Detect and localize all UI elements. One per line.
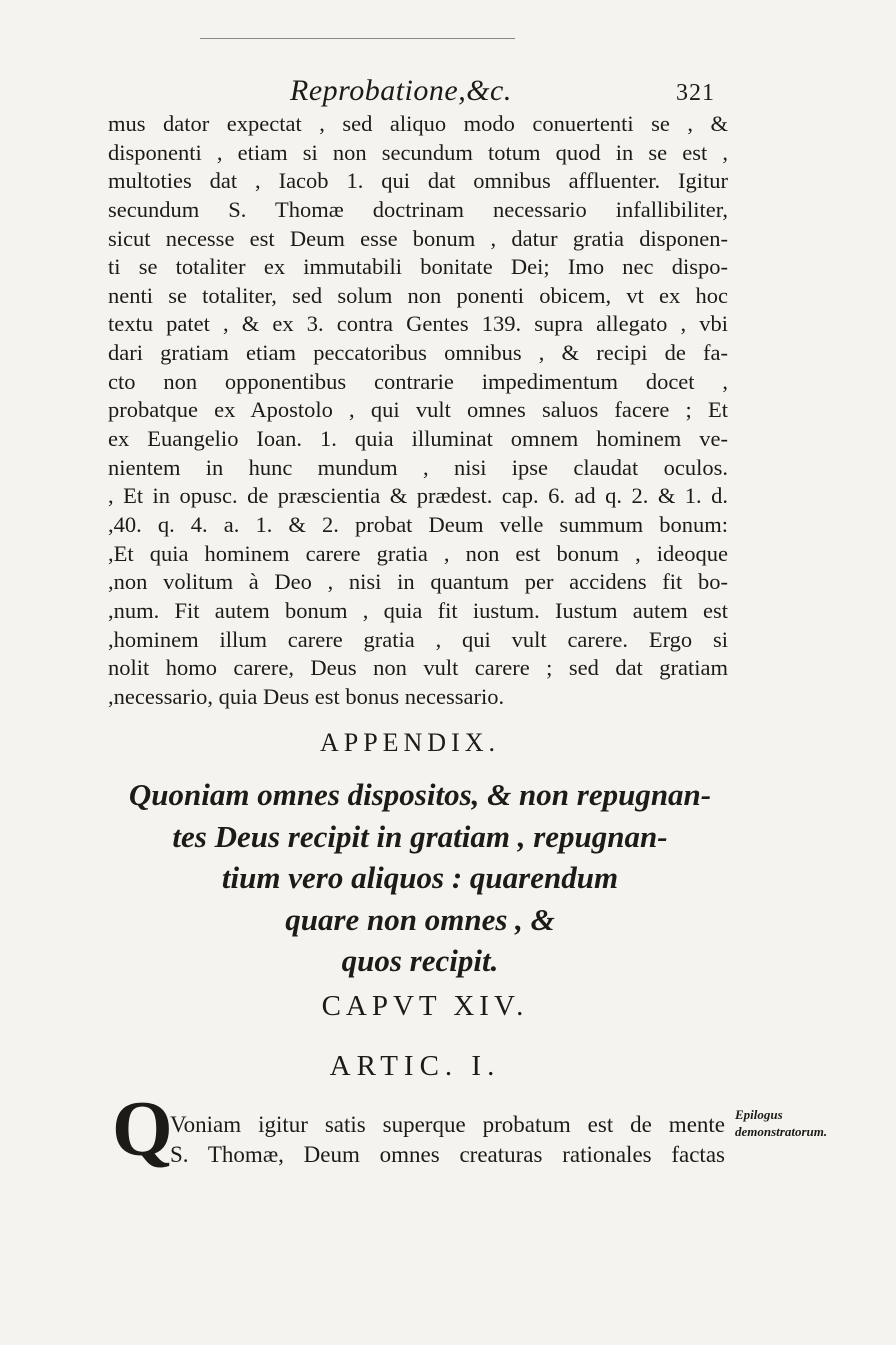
text-line: mus dator expectat , sed aliquo modo conuertenti se , & [108, 111, 728, 136]
text-line: cto non opponentibus contrarie impedimentum docet , [108, 368, 728, 394]
drop-cap: Q [112, 1085, 173, 1172]
margin-note: Epilogus demonstratorum. [735, 1107, 828, 1139]
text-line: , Et in opusc. de præscientia & prædest. cap. 6. ad q. 2. & 1. d. [108, 483, 728, 509]
text-line: ,necessario, quia Deus est bonus necessario. [108, 683, 505, 709]
text-line: probatque ex Apostolo , qui vult omnes saluos facere ; Et [108, 397, 728, 423]
title-line: quos recipit. [341, 943, 499, 978]
title-line: tium vero aliquos : quarendum [221, 860, 619, 895]
text-line: multoties dat , Iacob 1. qui dat omnibus affluenter. Igitur [108, 168, 728, 194]
page-number: 321 [676, 80, 715, 106]
text-line: nolit homo carere, Deus non vult carere ; sed dat gratiam [108, 655, 728, 681]
appendix-title [100, 774, 740, 982]
text-line: Voniam igitur satis superque probatum est de mente [170, 1112, 725, 1137]
text-line: ,Et quia hominem carere gratia , non est bonum , ideoque [108, 540, 728, 566]
chapter-heading: CAPVT XIV. [321, 990, 529, 1022]
body-text [108, 110, 728, 711]
text-line: secundum S. Thomæ doctrinam necessario infallibiliter, [108, 196, 728, 222]
text-line: S. Thomæ, Deum omnes creaturas rationales factas [170, 1142, 725, 1167]
appendix-heading: APPENDIX. [319, 728, 501, 757]
text-line: dari gratiam etiam peccatoribus omnibus , & recipi de fa- [108, 340, 728, 366]
title-line: Quoniam omnes dispositos, & non repugnan- [128, 777, 712, 812]
text-line: nientem in hunc mundum , nisi ipse claudat oculos. [108, 454, 728, 480]
article-heading: ARTIC. I. [329, 1050, 501, 1082]
text-line: textu patet , & ex 3. contra Gentes 139. supra allegato , vbi [108, 311, 728, 337]
article-text [170, 1110, 725, 1170]
text-line: ti se totaliter ex immutabili bonitate Dei; Imo nec dispo- [108, 254, 728, 280]
text-line: ,40. q. 4. a. 1. & 2. probat Deum velle summum bonum: [108, 511, 728, 537]
text-line: sicut necesse est Deum esse bonum , datur gratia disponen- [108, 225, 728, 251]
title-line: tes Deus recipit in gratiam , repugnan- [172, 818, 668, 854]
text-line: nenti se totaliter, sed solum non ponenti obicem, vt ex hoc [108, 282, 728, 308]
running-head: Reprobatione,&c. [290, 74, 512, 107]
text-line: ,non volitum à Deo , nisi in quantum per accidens fit bo- [108, 569, 728, 595]
title-line: quare non omnes , & [285, 901, 555, 937]
text-line: ex Euangelio Ioan. 1. quia illuminat omnem hominem ve- [108, 426, 728, 452]
text-line: ,hominem illum carere gratia , qui vult carere. Ergo si [108, 626, 728, 652]
text-line: disponenti , etiam si non secundum totum quod in se est , [108, 139, 728, 165]
text-line: ,num. Fit autem bonum , quia fit iustum. Iustum autem est [108, 597, 728, 623]
top-rule [200, 38, 515, 39]
